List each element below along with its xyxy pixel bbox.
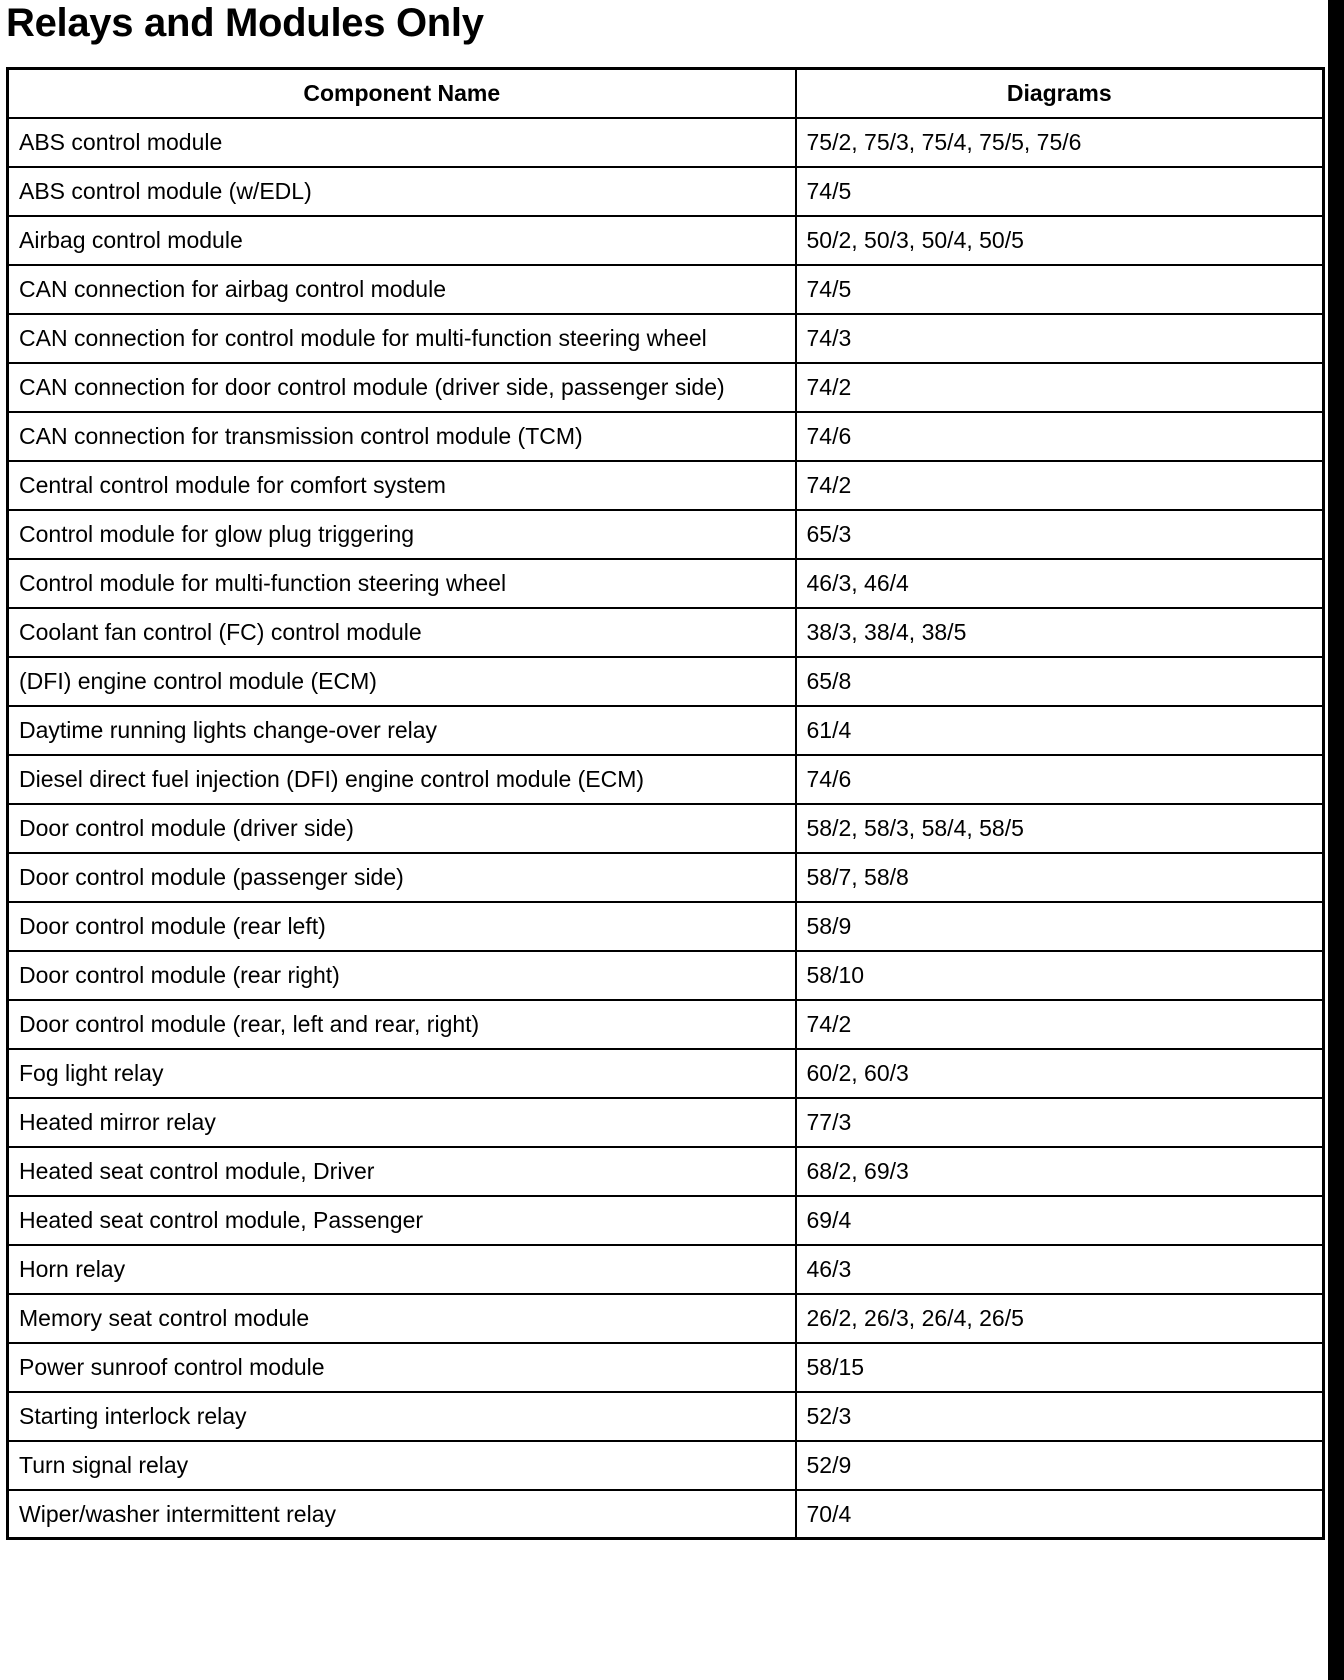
- diagrams-cell: 65/8: [796, 657, 1324, 706]
- table-row: [8, 265, 1324, 314]
- table-row: [8, 1147, 1324, 1196]
- component-name-cell: Heated mirror relay: [8, 1098, 796, 1147]
- diagrams-cell: 38/3, 38/4, 38/5: [796, 608, 1324, 657]
- diagrams-cell: 74/2: [796, 1000, 1324, 1049]
- table-row: [8, 1343, 1324, 1392]
- component-name-cell: (DFI) engine control module (ECM): [8, 657, 796, 706]
- component-name-cell: Door control module (rear right): [8, 951, 796, 1000]
- component-name-cell: CAN connection for transmission control module (TCM): [8, 412, 796, 461]
- table-row: [8, 804, 1324, 853]
- table-row: [8, 902, 1324, 951]
- component-index-table: [6, 67, 1325, 1540]
- diagrams-cell: 52/3: [796, 1392, 1324, 1441]
- diagrams-cell: 58/2, 58/3, 58/4, 58/5: [796, 804, 1324, 853]
- table-row: [8, 1049, 1324, 1098]
- diagrams-cell: 74/6: [796, 755, 1324, 804]
- diagrams-cell: 74/6: [796, 412, 1324, 461]
- diagrams-cell: 46/3: [796, 1245, 1324, 1294]
- diagrams-cell: 46/3, 46/4: [796, 559, 1324, 608]
- table-body: [8, 118, 1324, 1539]
- table-row: [8, 314, 1324, 363]
- diagrams-cell: 74/5: [796, 265, 1324, 314]
- table-row: [8, 216, 1324, 265]
- component-name-cell: CAN connection for airbag control module: [8, 265, 796, 314]
- diagrams-cell: 26/2, 26/3, 26/4, 26/5: [796, 1294, 1324, 1343]
- diagrams-cell: 75/2, 75/3, 75/4, 75/5, 75/6: [796, 118, 1324, 167]
- component-name-cell: Door control module (rear, left and rear, right): [8, 1000, 796, 1049]
- table-row: [8, 412, 1324, 461]
- table-row: [8, 1441, 1324, 1490]
- component-name-cell: Airbag control module: [8, 216, 796, 265]
- component-name-cell: CAN connection for control module for multi-function steering wheel: [8, 314, 796, 363]
- table-row: [8, 1245, 1324, 1294]
- diagrams-cell: 58/15: [796, 1343, 1324, 1392]
- component-name-cell: Diesel direct fuel injection (DFI) engine control module (ECM): [8, 755, 796, 804]
- table-row: [8, 657, 1324, 706]
- table-row: [8, 559, 1324, 608]
- table-row: [8, 951, 1324, 1000]
- table-row: [8, 1098, 1324, 1147]
- component-name-cell: Horn relay: [8, 1245, 796, 1294]
- component-name-cell: ABS control module (w/EDL): [8, 167, 796, 216]
- diagrams-cell: 65/3: [796, 510, 1324, 559]
- table-row: [8, 1490, 1324, 1539]
- table-row: [8, 118, 1324, 167]
- diagrams-cell: 58/10: [796, 951, 1324, 1000]
- column-header-component: Component Name: [8, 69, 796, 118]
- diagrams-cell: 70/4: [796, 1490, 1324, 1539]
- table-row: [8, 1196, 1324, 1245]
- component-name-cell: Door control module (driver side): [8, 804, 796, 853]
- component-name-cell: Wiper/washer intermittent relay: [8, 1490, 796, 1539]
- table-header-row: [8, 69, 1324, 118]
- component-name-cell: Daytime running lights change-over relay: [8, 706, 796, 755]
- diagrams-cell: 52/9: [796, 1441, 1324, 1490]
- table-row: [8, 167, 1324, 216]
- table-row: [8, 853, 1324, 902]
- diagrams-cell: 58/9: [796, 902, 1324, 951]
- component-name-cell: Central control module for comfort system: [8, 461, 796, 510]
- diagrams-cell: 60/2, 60/3: [796, 1049, 1324, 1098]
- component-name-cell: Fog light relay: [8, 1049, 796, 1098]
- component-name-cell: Heated seat control module, Passenger: [8, 1196, 796, 1245]
- component-name-cell: CAN connection for door control module (driver side, passenger side): [8, 363, 796, 412]
- table-row: [8, 363, 1324, 412]
- component-name-cell: Turn signal relay: [8, 1441, 796, 1490]
- component-name-cell: Memory seat control module: [8, 1294, 796, 1343]
- component-name-cell: Control module for glow plug triggering: [8, 510, 796, 559]
- component-name-cell: ABS control module: [8, 118, 796, 167]
- diagrams-cell: 58/7, 58/8: [796, 853, 1324, 902]
- table-row: [8, 461, 1324, 510]
- table-row: [8, 1000, 1324, 1049]
- table-row: [8, 755, 1324, 804]
- diagrams-cell: 74/3: [796, 314, 1324, 363]
- component-name-cell: Coolant fan control (FC) control module: [8, 608, 796, 657]
- page-title: Relays and Modules Only: [6, 1, 484, 45]
- component-name-cell: Door control module (rear left): [8, 902, 796, 951]
- column-header-diagrams: Diagrams: [796, 69, 1324, 118]
- component-name-cell: Heated seat control module, Driver: [8, 1147, 796, 1196]
- diagrams-cell: 50/2, 50/3, 50/4, 50/5: [796, 216, 1324, 265]
- component-name-cell: Power sunroof control module: [8, 1343, 796, 1392]
- page-edge-bar: [1328, 0, 1344, 1680]
- diagrams-cell: 61/4: [796, 706, 1324, 755]
- component-name-cell: Door control module (passenger side): [8, 853, 796, 902]
- table-row: [8, 608, 1324, 657]
- table-row: [8, 706, 1324, 755]
- diagrams-cell: 68/2, 69/3: [796, 1147, 1324, 1196]
- table-row: [8, 510, 1324, 559]
- table-row: [8, 1294, 1324, 1343]
- diagrams-cell: 74/2: [796, 363, 1324, 412]
- component-name-cell: Starting interlock relay: [8, 1392, 796, 1441]
- component-name-cell: Control module for multi-function steering wheel: [8, 559, 796, 608]
- diagrams-cell: 77/3: [796, 1098, 1324, 1147]
- diagrams-cell: 69/4: [796, 1196, 1324, 1245]
- diagrams-cell: 74/2: [796, 461, 1324, 510]
- diagrams-cell: 74/5: [796, 167, 1324, 216]
- table-row: [8, 1392, 1324, 1441]
